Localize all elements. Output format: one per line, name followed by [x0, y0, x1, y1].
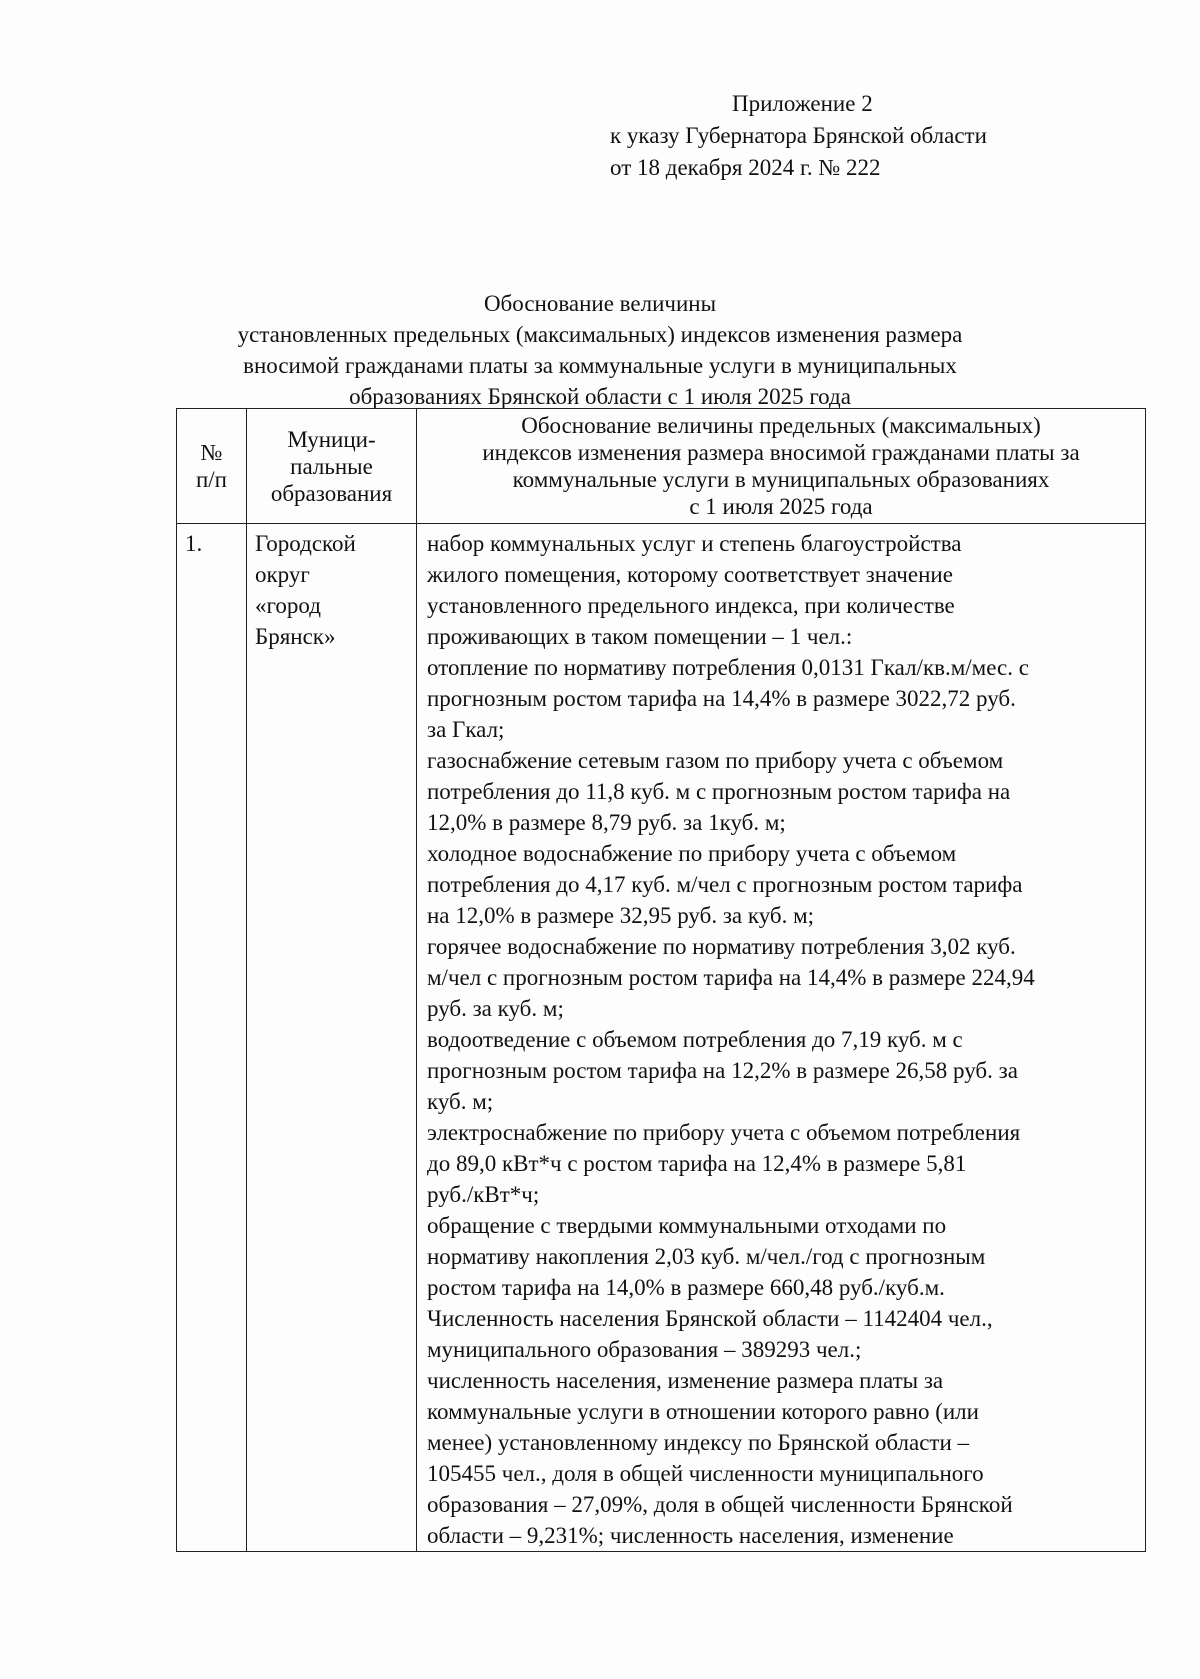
- justification-table: [176, 408, 1146, 1552]
- title-line: вносимой гражданами платы за коммунальные услуги в муниципальных: [243, 353, 957, 378]
- justification-line: потребления до 11,8 куб. м с прогнозным ростом тарифа на: [427, 779, 1011, 804]
- justification-line: горячее водоснабжение по нормативу потребления 3,02 куб.: [427, 934, 1016, 959]
- justification-line: водоотведение с объемом потребления до 7,19 куб. м с: [427, 1027, 963, 1052]
- justification-line: электроснабжение по прибору учета с объемом потребления: [427, 1120, 1021, 1145]
- justification-line: численность населения, изменение размера платы за: [427, 1368, 944, 1393]
- justification-line: области – 9,231%; численность населения, изменение: [427, 1523, 954, 1548]
- justification-line: м/чел с прогнозным ростом тарифа на 14,4% в размере 224,94: [427, 965, 1035, 990]
- justification-line: руб. за куб. м;: [427, 996, 564, 1021]
- title-line: установленных предельных (максимальных) индексов изменения размера: [237, 322, 963, 347]
- justification-line: руб./кВт*ч;: [427, 1182, 540, 1207]
- appendix-decree-ref: к указу Губернатора Брянской области: [610, 123, 987, 148]
- header-justification: Обоснование величины предельных (максимальных) индексов изменения размера вносимой гражданами платы за коммунальные услуги в муниципальных образованиях с 1 июля 2025 года: [417, 409, 1146, 524]
- justification-line: газоснабжение сетевым газом по прибору учета с объемом: [427, 748, 1004, 773]
- row-number: 1.: [177, 524, 247, 1552]
- header-num: № п/п: [177, 409, 247, 524]
- title-line: образованиях Брянской области с 1 июля 2025 года: [349, 384, 851, 409]
- title-line: Обоснование величины: [483, 291, 717, 316]
- justification-line: на 12,0% в размере 32,95 руб. за куб. м;: [427, 903, 815, 928]
- row-justification: [417, 524, 1146, 1552]
- justification-line: образования – 27,09%, доля в общей численности Брянской: [427, 1492, 1013, 1517]
- justification-line: проживающих в таком помещении – 1 чел.:: [427, 624, 853, 649]
- justification-line: муниципального образования – 389293 чел.;: [427, 1337, 862, 1362]
- justification-line: набор коммунальных услуг и степень благоустройства: [427, 531, 962, 556]
- justification-line: Численность населения Брянской области – 1142404 чел.,: [427, 1306, 993, 1331]
- justification-line: ростом тарифа на 14,0% в размере 660,48 руб./куб.м.: [427, 1275, 945, 1300]
- justification-line: холодное водоснабжение по прибору учета с объемом: [427, 841, 957, 866]
- justification-line: потребления до 4,17 куб. м/чел с прогнозным ростом тарифа: [427, 872, 1023, 897]
- justification-line: установленного предельного индекса, при количестве: [427, 593, 955, 618]
- document-title: [150, 288, 1050, 412]
- justification-line: за Гкал;: [427, 717, 505, 742]
- justification-line: обращение с твердыми коммунальными отходами по: [427, 1213, 947, 1238]
- justification-line: 105455 чел., доля в общей численности муниципального: [427, 1461, 984, 1486]
- appendix-header: [610, 88, 987, 184]
- justification-line: прогнозным ростом тарифа на 12,2% в размере 26,58 руб. за: [427, 1058, 1018, 1083]
- justification-line: менее) установленному индексу по Брянской области –: [427, 1430, 970, 1455]
- header-municipality: Муници- пальные образования: [247, 409, 417, 524]
- table-row: [177, 524, 1146, 1552]
- row-municipality: Городской округ «город Брянск»: [247, 524, 417, 1552]
- table-header-row: [177, 409, 1146, 524]
- justification-line: прогнозным ростом тарифа на 14,4% в размере 3022,72 руб.: [427, 686, 1016, 711]
- justification-line: куб. м;: [427, 1089, 494, 1114]
- justification-line: до 89,0 кВт*ч с ростом тарифа на 12,4% в размере 5,81: [427, 1151, 967, 1176]
- justification-line: отопление по нормативу потребления 0,0131 Гкал/кв.м/мес. с: [427, 655, 1029, 680]
- appendix-decree-date: от 18 декабря 2024 г. № 222: [610, 155, 881, 180]
- justification-line: нормативу накопления 2,03 куб. м/чел./год с прогнозным: [427, 1244, 986, 1269]
- appendix-number: Приложение 2: [732, 91, 873, 116]
- justification-line: коммунальные услуги в отношении которого равно (или: [427, 1399, 979, 1424]
- justification-line: жилого помещения, которому соответствует значение: [427, 562, 953, 587]
- justification-line: 12,0% в размере 8,79 руб. за 1куб. м;: [427, 810, 786, 835]
